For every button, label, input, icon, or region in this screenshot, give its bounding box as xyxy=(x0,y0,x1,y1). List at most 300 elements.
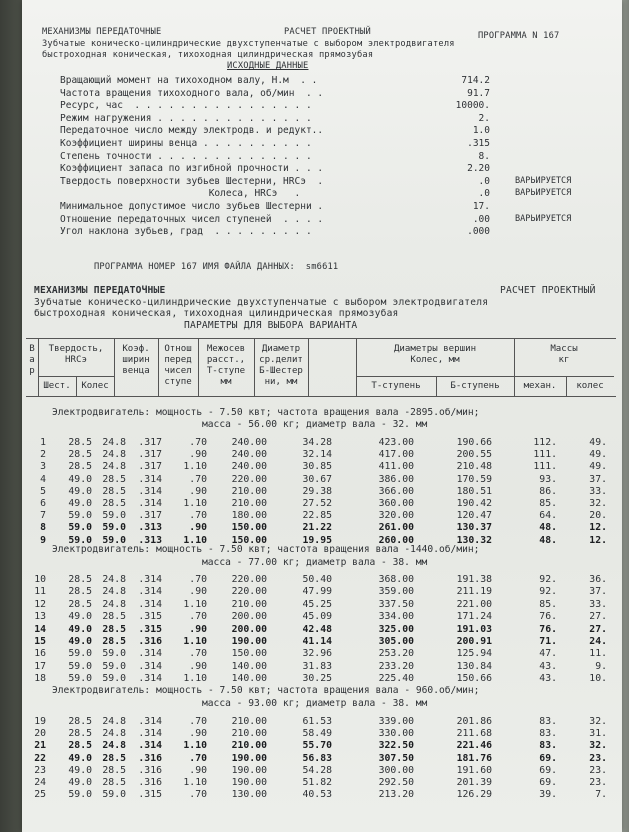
table-cell: 24.8 xyxy=(102,437,126,448)
table-cell: 23. xyxy=(589,777,607,788)
col-header-ratio: Отнош перед чисел ступе xyxy=(164,344,192,387)
table-cell: 417.00 xyxy=(378,449,414,461)
table-cell: 125.94 xyxy=(456,648,492,660)
table-cell: 368.00 xyxy=(378,574,414,585)
table-cell: 11 xyxy=(34,586,46,598)
table-cell: 28.5 xyxy=(68,586,92,598)
page1-header-right: ПРОГРАММА N 167 xyxy=(478,31,560,41)
param-row xyxy=(60,226,600,237)
table-cell: 200.00 xyxy=(231,611,267,623)
table-cell: 28.5 xyxy=(102,473,126,485)
table-cell: 31.83 xyxy=(302,660,332,672)
table-cell: 59.0 xyxy=(68,522,92,534)
table-cell: 28.5 xyxy=(102,636,126,647)
table-cell: 220.00 xyxy=(231,586,267,598)
table-cell: 200.55 xyxy=(456,449,492,461)
table-cell: 49.0 xyxy=(68,485,92,497)
table-cell: 32.14 xyxy=(302,449,332,461)
table-cell: 150.00 xyxy=(231,534,267,546)
table-cell: 24.8 xyxy=(102,449,126,461)
table-cell: 25 xyxy=(34,789,46,801)
table-cell: .314 xyxy=(138,598,162,610)
table-cell: 210.00 xyxy=(231,485,267,497)
table-cell: .313 xyxy=(138,534,162,546)
table-cell: 59.0 xyxy=(102,789,126,801)
table-cell: 23. xyxy=(589,752,607,764)
table-cell: .314 xyxy=(138,485,162,497)
param-row xyxy=(60,176,600,187)
table-cell: 59.0 xyxy=(102,522,126,534)
table-cell: 49.0 xyxy=(68,611,92,623)
param-row xyxy=(60,113,600,124)
param-label: Угол наклона зубьев, град . . . . . . . . . xyxy=(60,226,312,238)
table-cell: 181.76 xyxy=(456,752,492,764)
table-cell: 28.5 xyxy=(68,437,92,448)
table-cell: .317 xyxy=(138,510,162,522)
table-cell: 55.70 xyxy=(302,740,332,752)
table-cell: 49. xyxy=(589,449,607,461)
table-cell: 12 xyxy=(34,598,46,610)
table-cell: 171.24 xyxy=(456,611,492,623)
page2-header-left: МЕХАНИЗМЫ ПЕРЕДАТОЧНЫЕ xyxy=(34,285,166,296)
table-cell: 45.09 xyxy=(302,611,332,623)
table-cell: .314 xyxy=(138,574,162,585)
table-cell: 221.00 xyxy=(456,598,492,610)
table-cell: 15 xyxy=(34,636,46,647)
table-cell: .316 xyxy=(138,636,162,647)
table-cell: 30.85 xyxy=(302,461,332,473)
table-cell: 1.10 xyxy=(183,636,207,647)
table-cell: 28.5 xyxy=(102,498,126,509)
table-cell: 69. xyxy=(539,764,557,776)
table-cell: 59.0 xyxy=(102,660,126,672)
table-cell: 210.00 xyxy=(231,716,267,727)
col-header-pitch-diam: Диаметр ср.делит Б-Шестер ни, мм xyxy=(259,344,303,387)
page1-header-left: МЕХАНИЗМЫ ПЕРЕДАТОЧНЫЕ xyxy=(42,27,162,37)
param-value: .315 xyxy=(467,138,490,149)
page2-subtitle-1: Зубчатые коническо-цилиндрические двухступенчатые с выбором электродвигателя xyxy=(34,297,489,308)
param-label: Передаточное число между электродв. и редукт.. xyxy=(60,125,324,137)
table-cell: 337.50 xyxy=(378,598,414,610)
motor-1-line-1: Электродвигатель: мощность - 7.50 квт; частота вращения вала -2895.об/мин; xyxy=(52,407,480,418)
table-cell: 28.5 xyxy=(68,716,92,727)
table-cell: 32.96 xyxy=(302,648,332,660)
table-cell: 33. xyxy=(589,485,607,497)
table-cell: 1.10 xyxy=(183,534,207,546)
table-cell: .90 xyxy=(189,728,207,740)
param-label: Твердость поверхности зубьев Шестерни, HRCэ . xyxy=(60,175,324,187)
table-cell: .70 xyxy=(189,789,207,801)
table-cell: .316 xyxy=(138,752,162,764)
table-cell: 27. xyxy=(589,611,607,623)
table-cell: 39. xyxy=(539,789,557,801)
table-cell: .70 xyxy=(189,716,207,727)
table-cell: 43. xyxy=(539,660,557,672)
table-cell: 4 xyxy=(40,473,46,485)
table-cell: 240.00 xyxy=(231,449,267,461)
table-cell: 130.32 xyxy=(456,534,492,546)
table-cell: 45.25 xyxy=(302,598,332,610)
motor-3-line-2: масса - 93.00 кг; диаметр вала - 38. мм xyxy=(202,698,428,709)
table-cell: 19.95 xyxy=(302,534,332,546)
param-note: ВАРЬИРУЕТСЯ xyxy=(515,175,572,186)
table-cell: 7 xyxy=(40,510,46,522)
table-cell: 359.00 xyxy=(378,586,414,598)
table-cell: 49.0 xyxy=(68,752,92,764)
table-cell: 17 xyxy=(34,660,46,672)
col-header-center-dist: Межосев расст., Т-ступе мм xyxy=(206,344,246,387)
table-cell: 28.5 xyxy=(68,740,92,752)
table-cell: 28.5 xyxy=(68,461,92,473)
table-cell: 366.00 xyxy=(378,485,414,497)
table-cell: 221.46 xyxy=(456,740,492,752)
col-header-mass-mech: механ. xyxy=(523,381,557,391)
motor-2-line-1: Электродвигатель: мощность - 7.50 квт; частота вращения вала -1440.об/мин; xyxy=(52,544,480,555)
table-cell: 201.86 xyxy=(456,716,492,727)
param-row xyxy=(60,75,600,86)
table-cell: 112. xyxy=(533,437,557,448)
table-cell: 3 xyxy=(40,461,46,473)
table-cell: 210.00 xyxy=(231,598,267,610)
table-cell: 28.5 xyxy=(102,623,126,635)
param-row xyxy=(60,163,600,174)
param-value: 8. xyxy=(478,150,490,162)
table-cell: 32. xyxy=(589,740,607,752)
table-cell: 261.00 xyxy=(378,522,414,534)
table-cell: 32. xyxy=(589,498,607,509)
table-cell: 1.10 xyxy=(183,461,207,473)
table-cell: 24.8 xyxy=(102,716,126,727)
table-cell: 24.8 xyxy=(102,574,126,585)
table-cell: .90 xyxy=(189,660,207,672)
page2-subtitle-2: быстроходная коническая, тихоходная цилиндрическая прямозубая xyxy=(34,308,399,319)
table-cell: 49.0 xyxy=(68,636,92,647)
table-cell: 360.00 xyxy=(378,498,414,509)
table-cell: 61.53 xyxy=(302,716,332,727)
table-cell: 59.0 xyxy=(68,660,92,672)
table-cell: 320.00 xyxy=(378,510,414,522)
param-row xyxy=(60,214,600,225)
table-cell: 233.20 xyxy=(378,660,414,672)
table-cell: 69. xyxy=(539,777,557,788)
param-row xyxy=(60,88,600,99)
table-cell: 28.5 xyxy=(102,777,126,788)
table-cell: .314 xyxy=(138,648,162,660)
table-cell: .70 xyxy=(189,611,207,623)
table-cell: 54.28 xyxy=(302,764,332,776)
table-cell: .90 xyxy=(189,623,207,635)
param-row xyxy=(60,138,600,149)
table-cell: 330.00 xyxy=(378,728,414,740)
table-cell: 37. xyxy=(589,473,607,485)
table-cell: 305.00 xyxy=(378,636,414,647)
table-cell: 411.00 xyxy=(378,461,414,473)
table-cell: 92. xyxy=(539,586,557,598)
table-cell: 51.82 xyxy=(302,777,332,788)
param-value: 1.0 xyxy=(472,125,490,137)
table-cell: 34.28 xyxy=(302,437,332,448)
table-cell: 28.5 xyxy=(68,598,92,610)
table-cell: 240.00 xyxy=(231,437,267,448)
table-cell: .70 xyxy=(189,574,207,585)
table-cell: 307.50 xyxy=(378,752,414,764)
table-cell: 49.0 xyxy=(68,498,92,509)
table-cell: 11. xyxy=(589,648,607,660)
table-cell: 191.60 xyxy=(456,764,492,776)
table-cell: 49.0 xyxy=(68,764,92,776)
table-cell: 334.00 xyxy=(378,611,414,623)
table-cell: .90 xyxy=(189,449,207,461)
table-cell: 76. xyxy=(539,623,557,635)
table-cell: 150.66 xyxy=(456,673,492,685)
table-cell: 37. xyxy=(589,586,607,598)
col-header-tip-t: Т-ступень xyxy=(371,381,421,391)
col-header-mass: Массы кг xyxy=(550,344,578,365)
table-cell: .315 xyxy=(138,623,162,635)
table-cell: 2 xyxy=(40,449,46,461)
table-cell: 130.37 xyxy=(456,522,492,534)
table-cell: 190.00 xyxy=(231,636,267,647)
table-cell: 120.47 xyxy=(456,510,492,522)
table-cell: 190.00 xyxy=(231,764,267,776)
table-cell: 423.00 xyxy=(378,437,414,448)
table-cell: .314 xyxy=(138,586,162,598)
table-cell: 24 xyxy=(34,777,46,788)
table-cell: .314 xyxy=(138,740,162,752)
table-cell: 47.99 xyxy=(302,586,332,598)
table-cell: 41.14 xyxy=(302,636,332,647)
table-cell: 49.0 xyxy=(68,777,92,788)
param-value: .000 xyxy=(467,226,490,238)
table-cell: .316 xyxy=(138,764,162,776)
table-cell: 1.10 xyxy=(183,498,207,509)
table-cell: 220.00 xyxy=(231,574,267,585)
table-cell: 30.25 xyxy=(302,673,332,685)
table-cell: 22.85 xyxy=(302,510,332,522)
table-cell: 191.38 xyxy=(456,574,492,585)
table-cell: 30.67 xyxy=(302,473,332,485)
param-label: Коэффициент запаса по изгибной прочности . . . xyxy=(60,163,324,175)
table-cell: 225.40 xyxy=(378,673,414,685)
table-cell: 210.00 xyxy=(231,740,267,752)
table-cell: 180.00 xyxy=(231,510,267,522)
page2-header-right: РАСЧЕТ ПРОЕКТНЫЙ xyxy=(500,285,596,296)
table-cell: 10 xyxy=(34,574,46,585)
table-cell: 6 xyxy=(40,498,46,509)
table-cell: 28.5 xyxy=(102,611,126,623)
col-header-mass-koles: колес xyxy=(576,381,604,391)
table-cell: .315 xyxy=(138,789,162,801)
page1-header-mid: РАСЧЕТ ПРОЕКТНЫЙ xyxy=(284,27,371,37)
table-cell: 56.83 xyxy=(302,752,332,764)
table-cell: 76. xyxy=(539,611,557,623)
table-cell: 1.10 xyxy=(183,673,207,685)
table-cell: 300.00 xyxy=(378,764,414,776)
table-cell: 140.00 xyxy=(231,673,267,685)
table-cell: 24.8 xyxy=(102,598,126,610)
table-cell: 59.0 xyxy=(68,648,92,660)
page2-section-title: ПАРАМЕТРЫ ДЛЯ ВЫБОРА ВАРИАНТА xyxy=(184,320,358,331)
table-cell: 190.66 xyxy=(456,437,492,448)
param-note: ВАРЬИРУЕТСЯ xyxy=(515,188,572,199)
table-cell: 83. xyxy=(539,728,557,740)
table-cell: 201.39 xyxy=(456,777,492,788)
table-cell: 8 xyxy=(40,522,46,534)
col-header-hardness-koles: Колес xyxy=(81,381,109,391)
table-cell: 9. xyxy=(595,660,607,672)
table-cell: 190.00 xyxy=(231,777,267,788)
table-cell: 28.5 xyxy=(68,574,92,585)
table-cell: 36. xyxy=(589,574,607,585)
table-cell: 10. xyxy=(589,673,607,685)
table-cell: .90 xyxy=(189,586,207,598)
col-header-hardness-shest: Шест. xyxy=(43,381,71,391)
table-cell: 170.59 xyxy=(456,473,492,485)
table-cell: 22 xyxy=(34,752,46,764)
col-header-tip-diams: Диаметры вершин Колес, мм xyxy=(393,344,477,365)
page1-subtitle-1: Зубчатые коническо-цилиндрические двухступенчатые с выбором электродвигателя xyxy=(42,39,455,49)
param-value: 10000. xyxy=(455,100,490,112)
table-cell: 253.20 xyxy=(378,648,414,660)
table-cell: 85. xyxy=(539,498,557,509)
table-cell: 190.42 xyxy=(456,498,492,509)
table-cell: 12. xyxy=(589,534,607,546)
table-cell: 210.00 xyxy=(231,728,267,740)
param-label: Минимальное допустимое число зубьев Шестерни . xyxy=(60,201,324,212)
table-cell: 49.0 xyxy=(68,623,92,635)
table-cell: 23 xyxy=(34,764,46,776)
table-cell: 339.00 xyxy=(378,716,414,727)
param-row xyxy=(60,201,600,212)
table-cell: .317 xyxy=(138,449,162,461)
table-cell: 59.0 xyxy=(68,510,92,522)
table-cell: 111. xyxy=(533,449,557,461)
param-row xyxy=(60,188,600,199)
table-cell: 83. xyxy=(539,740,557,752)
table-cell: 83. xyxy=(539,716,557,727)
table-cell: 213.20 xyxy=(378,789,414,801)
table-cell: 24.8 xyxy=(102,740,126,752)
table-cell: 31. xyxy=(589,728,607,740)
table-cell: 1 xyxy=(40,437,46,448)
table-cell: 260.00 xyxy=(378,534,414,546)
table-cell: 325.00 xyxy=(378,623,414,635)
table-cell: 28.5 xyxy=(102,764,126,776)
param-value: 2.20 xyxy=(467,163,490,175)
table-cell: 59.0 xyxy=(102,648,126,660)
program-file-line: ПРОГРАММА НОМЕР 167 ИМЯ ФАЙЛА ДАННЫХ: sm6611 xyxy=(94,262,339,272)
table-cell: 49. xyxy=(589,461,607,473)
table-cell: 211.68 xyxy=(456,728,492,740)
table-cell: 24. xyxy=(589,636,607,647)
table-cell: 59.0 xyxy=(102,510,126,522)
col-header-tip-b: Б-ступень xyxy=(450,381,500,391)
table-cell: 210.48 xyxy=(456,461,492,473)
table-cell: 64. xyxy=(539,510,557,522)
param-label: Ресурс, час . . . . . . . . . . . . . . . . xyxy=(60,100,312,112)
table-cell: 180.51 xyxy=(456,485,492,497)
table-cell: 5 xyxy=(40,485,46,497)
table-cell: .70 xyxy=(189,437,207,448)
table-cell: 1.10 xyxy=(183,598,207,610)
table-cell: 86. xyxy=(539,485,557,497)
param-label: Колеса, HRCэ . xyxy=(60,188,301,200)
table-cell: 29.38 xyxy=(302,485,332,497)
table-cell: 14 xyxy=(34,623,46,635)
table-cell: 48. xyxy=(539,522,557,534)
printout-sheet xyxy=(22,0,622,832)
table-cell: 32. xyxy=(589,716,607,727)
motor-1-line-2: масса - 56.00 кг; диаметр вала - 32. мм xyxy=(202,419,428,430)
table-cell: 7. xyxy=(595,789,607,801)
table-cell: 49.0 xyxy=(68,473,92,485)
table-cell: 1.10 xyxy=(183,777,207,788)
table-cell: 111. xyxy=(533,461,557,473)
col-header-hardness: Твердость, HRCэ xyxy=(48,344,104,365)
table-cell: 200.91 xyxy=(456,636,492,647)
table-cell: 48. xyxy=(539,534,557,546)
param-value: .0 xyxy=(478,188,490,200)
table-cell: .314 xyxy=(138,728,162,740)
table-cell: 92. xyxy=(539,574,557,585)
table-cell: 220.00 xyxy=(231,473,267,485)
param-value: 2. xyxy=(478,112,490,124)
table-cell: 150.00 xyxy=(231,648,267,660)
table-cell: 16 xyxy=(34,648,46,660)
table-cell: 71. xyxy=(539,636,557,647)
table-cell: .70 xyxy=(189,510,207,522)
table-cell: 1.10 xyxy=(183,740,207,752)
table-cell: 40.53 xyxy=(302,789,332,801)
table-cell: 33. xyxy=(589,598,607,610)
table-cell: 130.00 xyxy=(231,789,267,801)
table-cell: .314 xyxy=(138,660,162,672)
table-cell: 19 xyxy=(34,716,46,727)
table-cell: 12. xyxy=(589,522,607,534)
table-cell: 130.84 xyxy=(456,660,492,672)
table-cell: 210.00 xyxy=(231,498,267,509)
results-table-header xyxy=(26,338,616,408)
param-label: Вращающий момент на тихоходном валу, Н.м . . xyxy=(60,75,318,86)
table-cell: 49. xyxy=(589,437,607,448)
table-cell: 23. xyxy=(589,764,607,776)
table-cell: 47. xyxy=(539,648,557,660)
table-cell: 28.5 xyxy=(102,485,126,497)
table-cell: 24.8 xyxy=(102,728,126,740)
param-value: .00 xyxy=(472,213,490,225)
table-cell: 211.19 xyxy=(456,586,492,598)
table-cell: .314 xyxy=(138,473,162,485)
col-header-width-coef: Коэф. ширин венца xyxy=(122,344,150,376)
table-cell: 190.00 xyxy=(231,752,267,764)
table-cell: .316 xyxy=(138,777,162,788)
table-cell: 69. xyxy=(539,752,557,764)
table-cell: .313 xyxy=(138,522,162,534)
table-cell: 21 xyxy=(34,740,46,752)
table-cell: 27.52 xyxy=(302,498,332,509)
table-cell: 386.00 xyxy=(378,473,414,485)
table-cell: .314 xyxy=(138,673,162,685)
col-header-variant: В а р xyxy=(29,344,35,376)
table-cell: 240.00 xyxy=(231,461,267,473)
table-cell: 59.0 xyxy=(68,673,92,685)
param-label: Степень точности . . . . . . . . . . . . . . xyxy=(60,150,312,162)
table-cell: .314 xyxy=(138,498,162,509)
table-cell: 21.22 xyxy=(302,522,332,534)
page1-section-title: ИСХОДНЫЕ ДАННЫЕ xyxy=(227,61,309,71)
table-cell: .90 xyxy=(189,485,207,497)
table-cell: 18 xyxy=(34,673,46,685)
